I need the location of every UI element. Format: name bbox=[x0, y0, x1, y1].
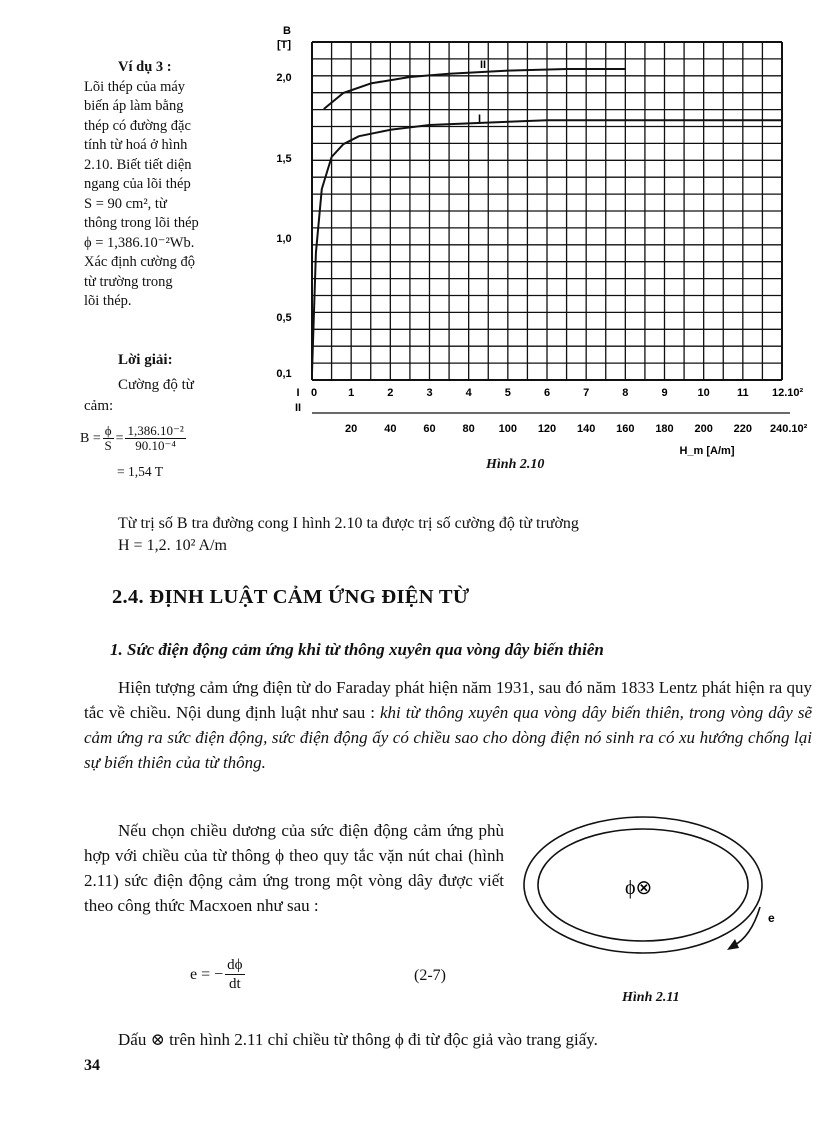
x-tick-labels-I bbox=[311, 387, 804, 399]
example-line: thép có đường đặc bbox=[84, 117, 191, 134]
example-line: từ trường trong bbox=[84, 273, 173, 290]
x-tick-label-II: 100 bbox=[498, 423, 518, 435]
solution-equation: B = $\frac{\phi}{S}$ = $\frac{\text{1,386.10⁻²}}{\text{90.10⁻⁴}}$ bbox=[80, 423, 184, 453]
y-unit-t: [T] bbox=[276, 39, 292, 51]
solution-title: Lời giải: bbox=[118, 352, 173, 368]
x-tick-label-I: 12.10² bbox=[772, 387, 804, 399]
chart-grid bbox=[312, 42, 790, 413]
x-tick-label-I: 1 bbox=[348, 387, 355, 399]
x-tick-label-I: 6 bbox=[543, 387, 551, 399]
y-tick-label: 1,5 bbox=[276, 153, 292, 165]
example-line: biến áp làm bằng bbox=[84, 98, 184, 114]
eq27-lhs: e = − bbox=[190, 965, 224, 983]
y-tick-label: 0,1 bbox=[276, 368, 292, 380]
x-tick-label-II: 220 bbox=[733, 423, 753, 435]
eq27-num: dϕ bbox=[227, 957, 243, 973]
paragraph-faraday-law: khi từ thông xuyên qua vòng dây biến thiên, trong vòng dây sẽ cảm ứng ra sức điện động, sức điện động ấy có chiều sao cho dòng điện nó sinh ra có xu hướng chống lại sự biến thiên của từ thông. bbox=[84, 703, 812, 772]
x-tick-label-II: 60 bbox=[423, 423, 436, 435]
x-tick-label-II: 240.10² bbox=[770, 423, 808, 435]
eq-fraction bbox=[125, 424, 185, 453]
coil-figure bbox=[515, 805, 815, 975]
figure-2-10-caption: Hình 2.10 bbox=[486, 457, 545, 472]
x-row2-marker: II bbox=[294, 402, 302, 414]
flux-into-page-symbol: ϕ⊗ bbox=[625, 877, 653, 899]
eq-phi: ϕ bbox=[104, 423, 112, 438]
paragraph-faraday-normal: Hiện tượng cảm ứng điện từ do Faraday phát hiện năm 1931, sau đó năm 1833 Lentz phát hiện ra quy tắc về chiều. Nội dung định luật như sau : bbox=[84, 678, 812, 722]
example-line: Lõi thép của máy bbox=[84, 78, 186, 95]
eq-num: 1,386.10⁻² bbox=[127, 423, 184, 438]
example-line: tính từ hoá ở hình bbox=[84, 137, 188, 153]
magnetization-chart bbox=[270, 20, 815, 470]
example-line: 2.10. Biết tiết diện bbox=[84, 156, 192, 173]
x-tick-label-II: 140 bbox=[576, 423, 596, 435]
x-tick-label-I: 2 bbox=[387, 387, 394, 399]
x-tick-label-II: 40 bbox=[384, 423, 397, 435]
x-tick-label-I: 8 bbox=[622, 387, 629, 399]
x-tick-label-I: 4 bbox=[465, 387, 472, 399]
x-tick-label-I: 0 bbox=[310, 387, 318, 399]
arrow-head-icon bbox=[727, 939, 739, 950]
curve-label-I: I bbox=[478, 113, 482, 125]
example-line: thông trong lõi thép bbox=[84, 215, 199, 231]
example-line: Xác định cường độ bbox=[84, 254, 195, 270]
solution-line1: Cường độ từ bbox=[118, 377, 194, 393]
paragraph-symbol-note: Dấu ⊗ trên hình 2.11 chỉ chiều từ thông ϕ đi từ độc giả vào trang giấy. bbox=[118, 1030, 598, 1049]
x-tick-label-I: 3 bbox=[426, 387, 433, 399]
figure-2-11-caption: Hình 2.11 bbox=[622, 990, 680, 1005]
eq27-den: dt bbox=[229, 976, 241, 992]
x-tick-label-II: 180 bbox=[655, 423, 674, 435]
example-title: Ví dụ 3 : bbox=[118, 59, 172, 75]
x-unit: H_m [A/m] bbox=[679, 445, 735, 457]
section-subheading: 1. Sức điện động cảm ứng khi từ thông xuyên qua vòng dây biến thiên bbox=[110, 640, 604, 659]
x-row1-marker: I bbox=[296, 387, 300, 399]
y-unit-b: B bbox=[283, 25, 291, 37]
x-tick-label-II: 120 bbox=[537, 423, 557, 435]
example-line: ϕ = 1,386.10⁻²Wb. bbox=[84, 234, 195, 251]
x-tick-label-I: 9 bbox=[661, 387, 668, 399]
eq-result: = 1,54 T bbox=[117, 464, 163, 479]
equation-number: (2-7) bbox=[414, 967, 446, 984]
x-tick-label-I: 5 bbox=[504, 387, 511, 399]
example-line: ngang của lõi thép bbox=[84, 176, 191, 192]
eq27-fraction bbox=[225, 956, 244, 993]
emf-label: e bbox=[768, 911, 775, 925]
eq-s: S bbox=[104, 438, 112, 453]
section-heading: 2.4. ĐỊNH LUẬT CẢM ỨNG ĐIỆN TỪ bbox=[112, 586, 470, 608]
curve-label-II: II bbox=[480, 59, 487, 71]
x-tick-label-I: 10 bbox=[697, 387, 710, 399]
solution-line2: cảm: bbox=[84, 398, 114, 414]
y-tick-label: 2,0 bbox=[276, 72, 292, 84]
equation-2-7 bbox=[190, 956, 245, 993]
x-tick-label-I: 11 bbox=[737, 387, 749, 399]
x-tick-label-II: 80 bbox=[462, 423, 475, 435]
example-line: lõi thép. bbox=[84, 293, 132, 309]
x-tick-labels-II bbox=[345, 423, 808, 435]
lookup-text-line2: H = 1,2. 10² A/m bbox=[118, 537, 227, 554]
x-tick-label-II: 160 bbox=[616, 423, 635, 435]
example-line: S = 90 cm², từ bbox=[84, 195, 167, 212]
y-tick-label: 1,0 bbox=[276, 233, 292, 245]
example-box bbox=[84, 58, 236, 312]
eq-lhs: B = bbox=[80, 430, 101, 446]
curve-II bbox=[324, 69, 626, 109]
paragraph-maxwell: Nếu chọn chiều dương của sức điện động cảm ứng phù hợp với chiều của từ thông ϕ theo quy tắc vặn nút chai (hình 2.11) sức điện động cảm ứng trong một vòng dây được viết theo công thức Macxoen như sau : bbox=[84, 821, 504, 915]
lookup-text-line1: Từ trị số B tra đường cong I hình 2.10 ta được trị số cường độ từ trường bbox=[118, 515, 579, 532]
eq-den: 90.10⁻⁴ bbox=[135, 438, 176, 453]
y-tick-label: 0,5 bbox=[276, 312, 292, 324]
x-tick-label-II: 20 bbox=[345, 423, 358, 435]
page-number: 34 bbox=[84, 1057, 100, 1074]
x-tick-label-I: 7 bbox=[583, 387, 590, 399]
eq-phi-over-s bbox=[103, 424, 114, 453]
y-tick-labels bbox=[276, 72, 291, 380]
x-tick-label-II: 200 bbox=[694, 423, 713, 435]
paragraph-faraday bbox=[84, 675, 812, 775]
example-text bbox=[84, 78, 236, 312]
